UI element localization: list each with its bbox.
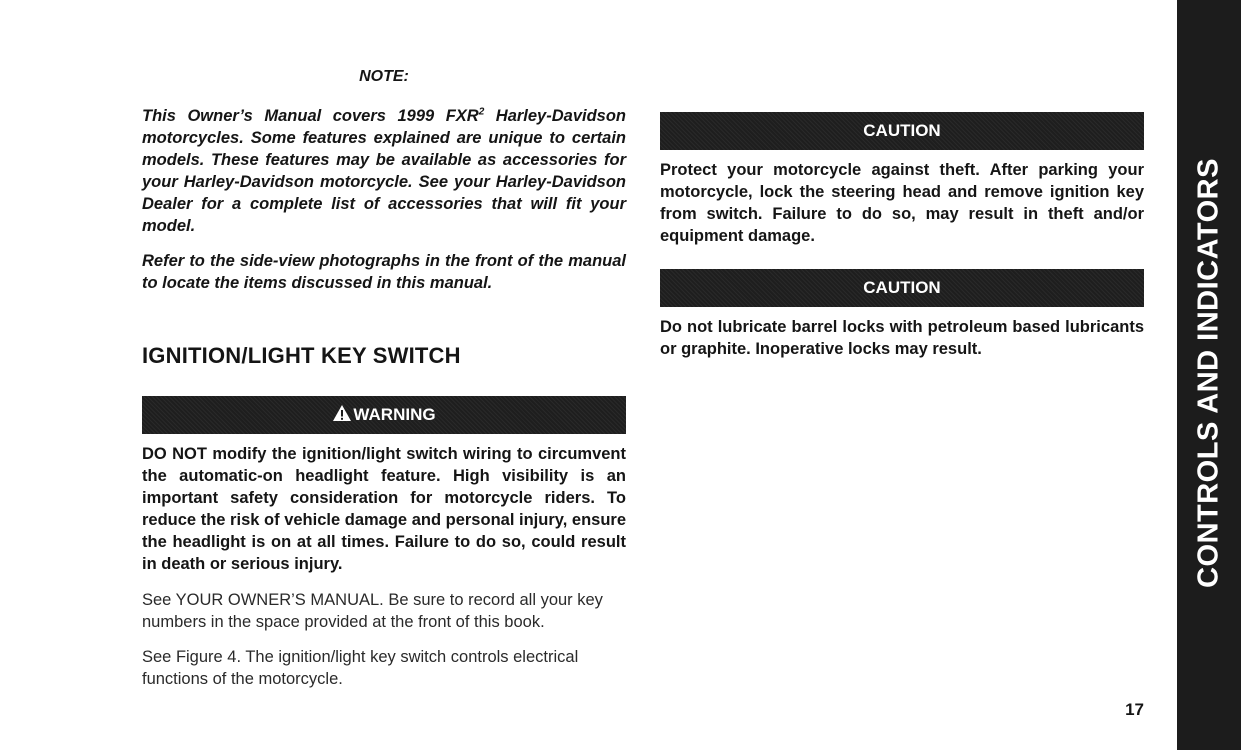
warning-banner [142, 396, 626, 434]
side-tab [1177, 0, 1241, 750]
section-title: IGNITION/LIGHT KEY SWITCH [142, 343, 461, 368]
note-paragraph-1 [142, 105, 626, 237]
page-number: 17 [1125, 700, 1144, 719]
caution-label-2: CAUTION [863, 278, 941, 297]
body-paragraph-2: See Figure 4. The ignition/light key switch controls electrical functions of the motorcycle. [142, 648, 579, 688]
note-paragraph-1-start: This Owner’s Manual covers 1999 FXR [142, 107, 479, 125]
caution-text-1: Protect your motorcycle against theft. After parking your motorcycle, lock the steering head and remove ignition key from switch. Failure to do so, may result in theft and/or equipment damage. [660, 161, 1144, 245]
note-superscript: 2 [478, 106, 485, 118]
caution-banner-2 [660, 269, 1144, 307]
caution-banner-1 [660, 112, 1144, 150]
note-paragraph-1-end: Harley-Davidson motorcycles. Some features explained are unique to certain models. These features may be available as accessories for your Harley-Davidson motorcycle. See your Harley-Davidson Dealer for a complete list of accessories that will fit your model. [142, 107, 626, 235]
warning-triangle-icon [332, 404, 352, 427]
warning-text: DO NOT modify the ignition/light switch wiring to circumvent the automatic-on headlight feature. High visibility is an important safety consideration for motorcycle riders. To reduce the risk of vehicle damage and personal injury, ensure the headlight is on at all times. Failure to do so, could result in death or serious injury. [142, 445, 626, 573]
warning-label: WARNING [353, 405, 436, 424]
note-title: NOTE: [359, 68, 409, 85]
body-paragraph-1: See YOUR OWNER’S MANUAL. Be sure to record all your key numbers in the space provided at the front of this book. [142, 591, 603, 631]
side-tab-label: CONTROLS AND INDICATORS [1192, 158, 1225, 588]
caution-label-1: CAUTION [863, 121, 941, 140]
note-paragraph-2: Refer to the side-view photographs in the front of the manual to locate the items discussed in this manual. [142, 252, 626, 292]
caution-text-2: Do not lubricate barrel locks with petroleum based lubricants or graphite. Inoperative locks may result. [660, 318, 1144, 358]
